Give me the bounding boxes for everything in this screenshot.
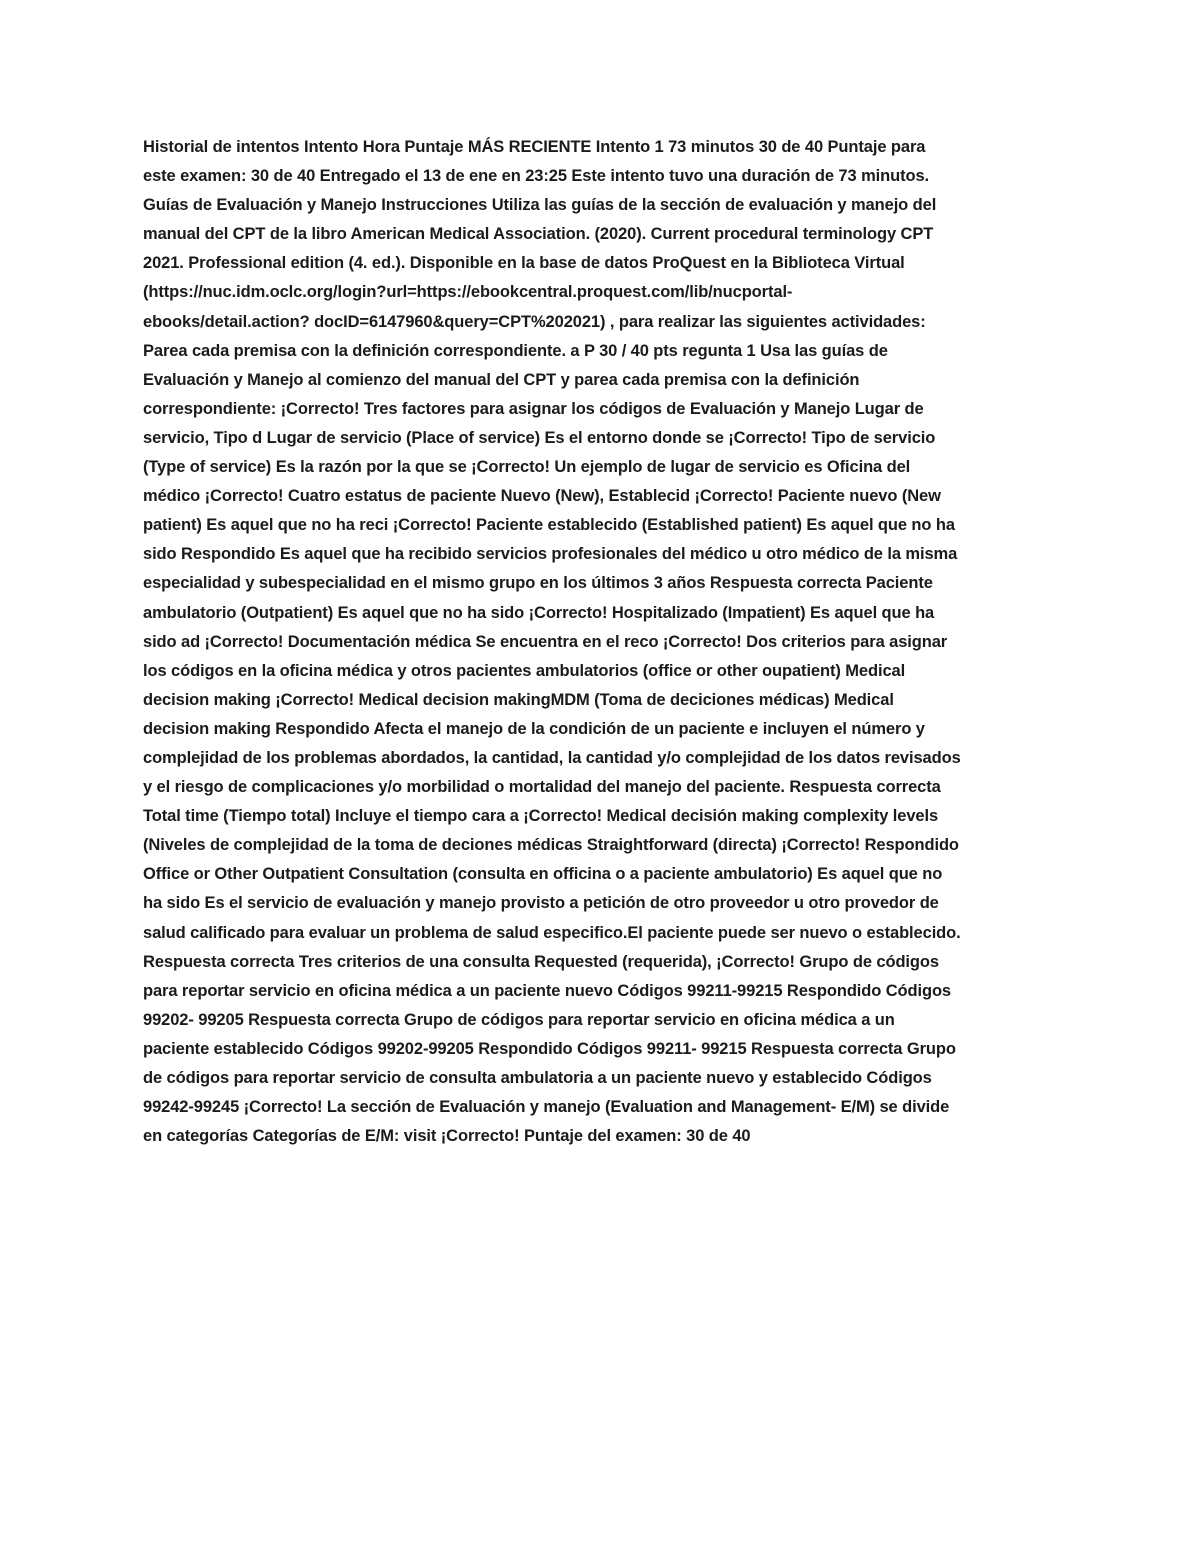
- text-line: médico ¡Correcto! Cuatro estatus de paciente Nuevo (New), Establecid ¡Correcto! Paciente nuevo (New: [143, 487, 941, 506]
- text-line: especialidad y subespecialidad en el mismo grupo en los últimos 3 años Respuesta correcta Paciente: [143, 574, 933, 593]
- text-line: Respuesta correcta Tres criterios de una consulta Requested (requerida), ¡Correcto! Grupo de códigos: [143, 952, 939, 971]
- text-line: manual del CPT de la libro American Medical Association. (2020). Current procedural terminology CPT: [143, 225, 934, 244]
- text-line: complejidad de los problemas abordados, la cantidad, la cantidad y/o complejidad de los datos revisados: [143, 748, 961, 767]
- text-line: Evaluación y Manejo al comienzo del manual del CPT y parea cada premisa con la definición: [143, 370, 860, 389]
- text-line: 99202- 99205 Respuesta correcta Grupo de códigos para reportar servicio en oficina médica a un: [143, 1010, 895, 1029]
- text-line: ambulatorio (Outpatient) Es aquel que no ha sido ¡Correcto! Hospitalizado (Impatient) Es aquel que ha: [143, 603, 935, 622]
- text-line: de códigos para reportar servicio de consulta ambulatoria a un paciente nuevo y establecido Códigos: [143, 1069, 932, 1087]
- text-line: para reportar servicio en oficina médica a un paciente nuevo Códigos 99211-99215 Respondido Códigos: [143, 981, 952, 1000]
- text-line: correspondiente: ¡Correcto! Tres factores para asignar los códigos de Evaluación y Manejo Lugar de: [143, 399, 924, 418]
- text-line: sido ad ¡Correcto! Documentación médica Se encuentra en el reco ¡Correcto! Dos criterios para asignar: [143, 632, 948, 651]
- text-line: ebooks/detail.action? docID=6147960&query=CPT%202021) , para realizar las siguientes actividades:: [143, 312, 926, 331]
- text-line: (https://nuc.idm.oclc.org/login?url=https://ebookcentral.proquest.com/lib/nucportal-: [143, 283, 793, 302]
- text-line: 99242-99245 ¡Correcto! La sección de Evaluación y manejo (Evaluation and Management- E/M) se divide: [143, 1098, 950, 1117]
- text-line: Guías de Evaluación y Manejo Instrucciones Utiliza las guías de la sección de evaluación y manejo del: [143, 196, 937, 215]
- text-line: salud calificado para evaluar un problema de salud especifico.El paciente puede ser nuevo o establecido.: [143, 923, 961, 942]
- text-line: patient) Es aquel que no ha reci ¡Correcto! Paciente establecido (Established patient) Es aquel que no ha: [143, 516, 955, 535]
- text-line: este examen: 30 de 40 Entregado el 13 de ene en 23:25 Este intento tuvo una duración de 73 minutos.: [143, 167, 930, 186]
- text-line: decision making Respondido Afecta el manejo de la condición de un paciente e incluyen el número y: [143, 719, 925, 738]
- text-line: 2021. Professional edition (4. ed.). Disponible en la base de datos ProQuest en la Biblioteca Virtual: [143, 254, 905, 273]
- text-line: Parea cada premisa con la definición correspondiente. a P 30 / 40 pts regunta 1 Usa las guías de: [143, 341, 888, 360]
- text-line: los códigos en la oficina médica y otros pacientes ambulatorios (office or other oupatient) Medical: [143, 661, 906, 680]
- text-line: sido Respondido Es aquel que ha recibido servicios profesionales del médico u otro médico de la misma: [143, 545, 958, 564]
- text-line: paciente establecido Códigos 99202-99205 Respondido Códigos 99211- 99215 Respuesta correcta Grupo: [143, 1039, 956, 1058]
- text-line: (Type of service) Es la razón por la que se ¡Correcto! Un ejemplo de lugar de servicio es Oficina del: [143, 458, 911, 477]
- text-line: Total time (Tiempo total) Incluye el tiempo cara a ¡Correcto! Medical decisión making complexity levels: [143, 807, 939, 826]
- text-line: ha sido Es el servicio de evaluación y manejo provisto a petición de otro proveedor u otro provedor de: [143, 894, 939, 913]
- text-line: Historial de intentos Intento Hora Puntaje MÁS RECIENTE Intento 1 73 minutos 30 de 40 Puntaje para: [143, 138, 926, 156]
- text-line: en categorías Categorías de E/M: visit ¡Correcto! Puntaje del examen: 30 de 40: [143, 1127, 751, 1146]
- text-line: Office or Other Outpatient Consultation (consulta en officina o a paciente ambulatorio) Es aquel que no: [143, 865, 943, 884]
- text-line: y el riesgo de complicaciones y/o morbilidad o mortalidad del manejo del paciente. Respuesta correcta: [143, 778, 941, 797]
- text-line: (Niveles de complejidad de la toma de deciones médicas Straightforward (directa) ¡Correcto! Respondido: [143, 836, 959, 855]
- text-line: servicio, Tipo d Lugar de servicio (Place of service) Es el entorno donde se ¡Correcto! Tipo de servicio: [143, 428, 936, 447]
- document-text-block: [143, 133, 1063, 1151]
- text-line: decision making ¡Correcto! Medical decision makingMDM (Toma de deciciones médicas) Medical: [143, 690, 894, 709]
